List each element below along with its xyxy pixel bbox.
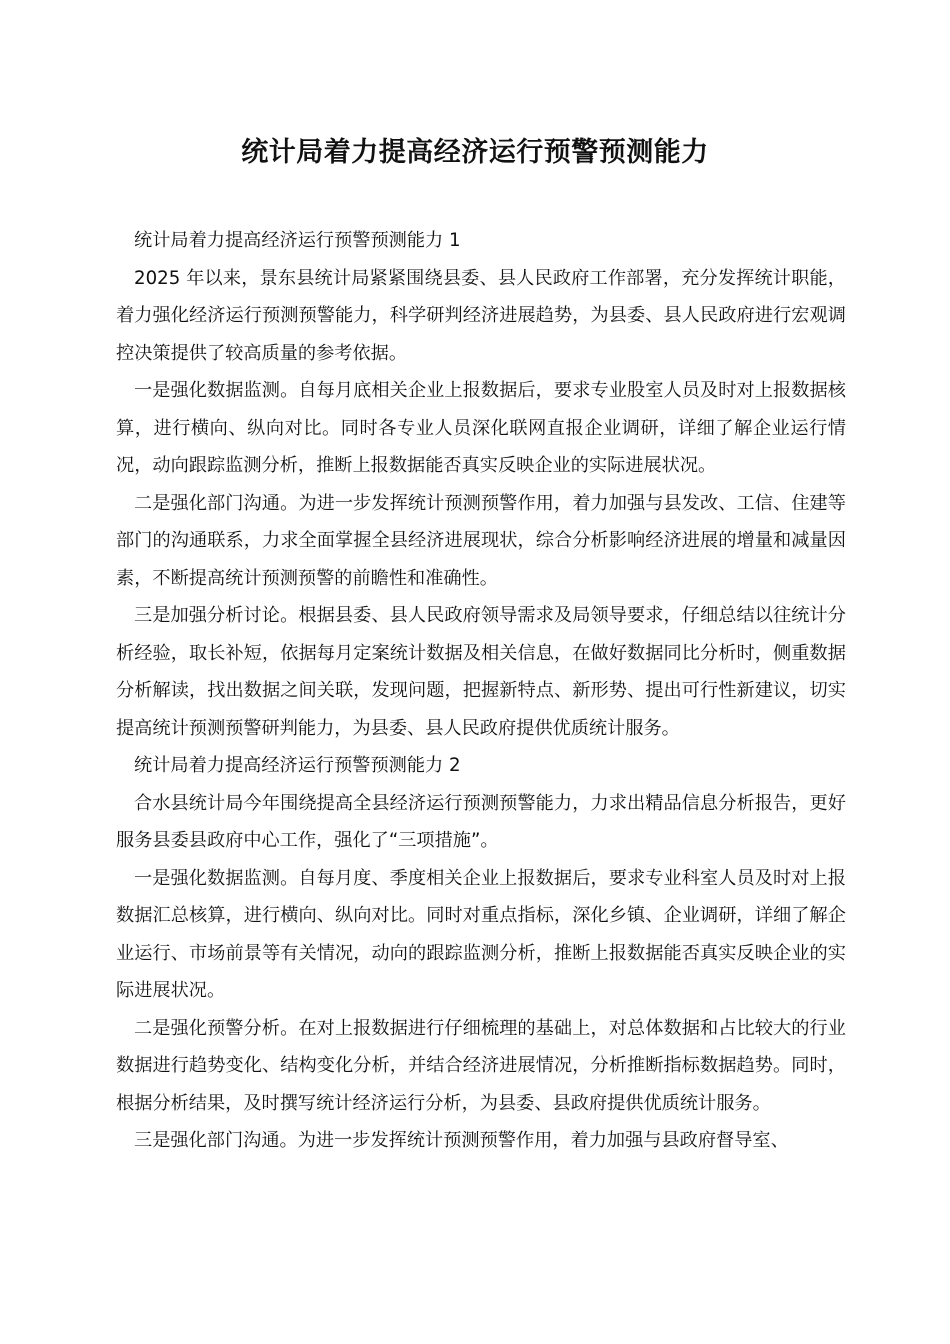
paragraph-intro-2: 合水县统计局今年围绕提高全县经济运行预测预警能力，力求出精品信息分析报告，更好服务县委县政府中心工作，强化了“三项措施”。 (116, 792, 846, 851)
paragraph-data-monitoring-2: 一是强化数据监测。自每月度、季度相关企业上报数据后，要求专业科室人员及时对上报数据汇总核算，进行横向、纵向对比。同时对重点指标，深化乡镇、企业调研，详细了解企业运行、市场前景等有关情况，动向的跟踪监测分析，推断上报数据能否真实反映企业的实际进展状况。 (116, 867, 846, 1001)
paragraph-intro-1: 2025 年以来，景东县统计局紧紧围绕县委、县人民政府工作部署，充分发挥统计职能，着力强化经济运行预测预警能力，科学研判经济进展趋势，为县委、县人民政府进行宏观调控决策提供了较高质量的参考依据。 (116, 267, 846, 364)
paragraph-analysis-1: 三是加强分析讨论。根据县委、县人民政府领导需求及局领导要求，仔细总结以往统计分析经验，取长补短，依据每月定案统计数据及相关信息，在做好数据同比分析时，侧重数据分析解读，找出数据之间关联，发现问题，把握新特点、新形势、提出可行性新建议，切实提高统计预测预警研判能力，为县委、县人民政府提供优质统计服务。 (116, 605, 846, 739)
paragraph-department-communication-1: 二是强化部门沟通。为进一步发挥统计预测预警作用，着力加强与县发改、工信、住建等部门的沟通联系，力求全面掌握全县经济进展现状，综合分析影响经济进展的增量和减量因素，不断提高统计预测预警的前瞻性和准确性。 (116, 492, 846, 589)
paragraph-department-communication-2: 三是强化部门沟通。为进一步发挥统计预测预警作用，着力加强与县政府督导室、 (134, 1130, 789, 1151)
section-heading-1: 统计局着力提高经济运行预警预测能力 1 (134, 230, 461, 251)
document-body (116, 222, 846, 1160)
section-heading-2: 统计局着力提高经济运行预警预测能力 2 (134, 755, 461, 776)
paragraph-data-monitoring-1: 一是强化数据监测。自每月底相关企业上报数据后，要求专业股室人员及时对上报数据核算，进行横向、纵向对比。同时各专业人员深化联网直报企业调研，详细了解企业运行情况，动向跟踪监测分析，推断上报数据能否真实反映企业的实际进展状况。 (116, 380, 846, 476)
paragraph-warning-analysis-2: 二是强化预警分析。在对上报数据进行仔细梳理的基础上，对总体数据和占比较大的行业数据进行趋势变化、结构变化分析，并结合经济进展情况，分析推断指标数据趋势。同时，根据分析结果，及时撰写统计经济运行分析，为县委、县政府提供优质统计服务。 (116, 1017, 846, 1114)
document-title: 统计局着力提高经济运行预警预测能力 (241, 137, 709, 168)
